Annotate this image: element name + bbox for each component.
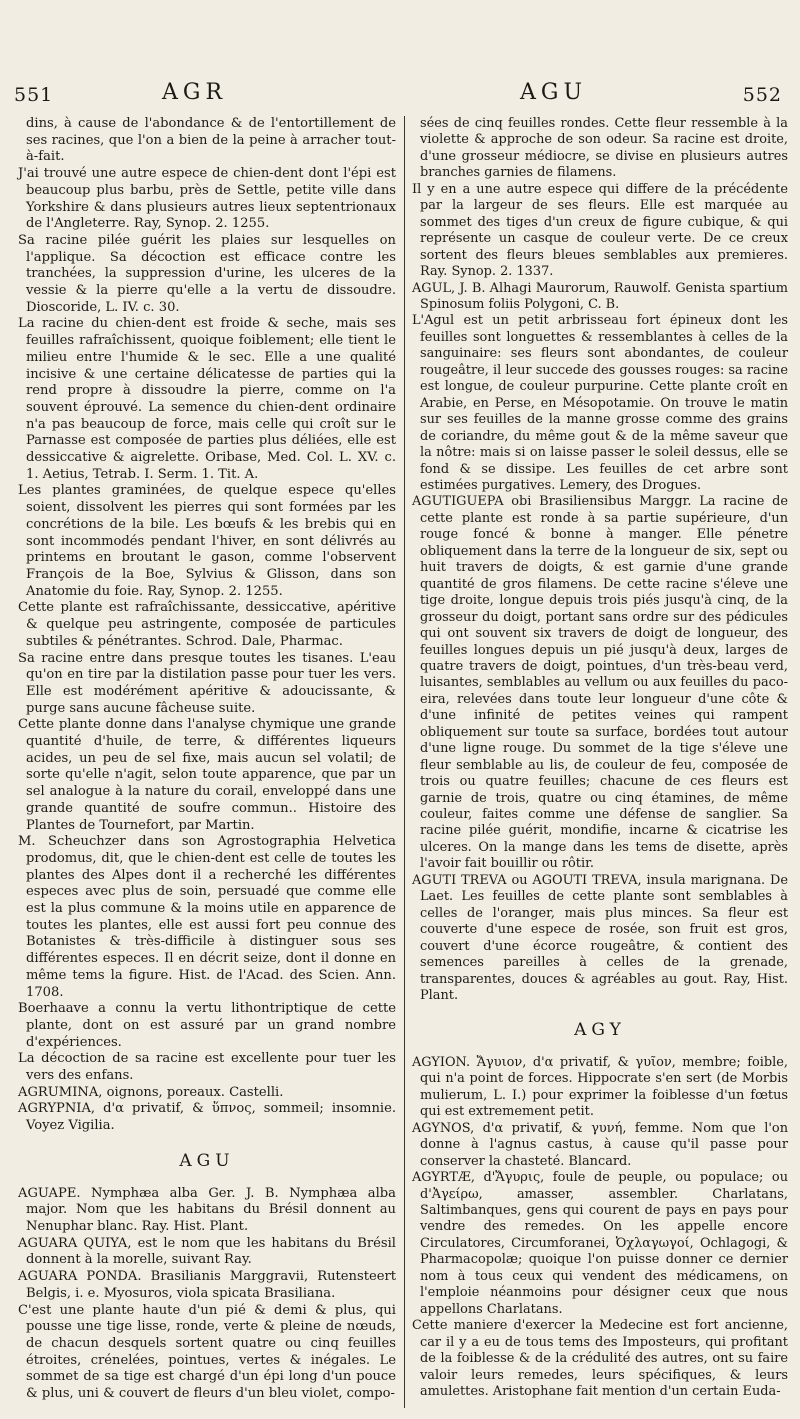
- left-page-number: 551: [14, 84, 54, 106]
- right-page-number: 552: [742, 84, 782, 106]
- dictionary-paragraph: AGUTI TREVA ou AGOUTI TREVA, insula marignana. De Laet. Les feuilles de cette plante sont semblables à celles de l'oranger, mais plus minces. Sa fleur est couverte d'une espece de rosée, son fruit est gros, couvert d'une écorce rougeâtre, & contient des semences pareilles à celles de la grenade, transparentes, douces & agréables au gout. Ray, Hist. Plant.: [412, 872, 788, 1004]
- dictionary-paragraph: AGYRTÆ, d'Ἄγυρις, foule de peuple, ou populace; ou d'Ἀγείρω, amasser, assembler. Charlatans, Saltimbanques, gens qui courent de pays en pays pour vendre des remedes. On les appelle encore Circulatores, Circumforanei, Ὀχλαγωγοί, Ochlagogi, & Pharmacopolæ; quoique l'on puisse donner ce dernier nom à tous ceux qui vendent des médicamens, on l'emploie néanmoins pour désigner ceux que nous appellons Charlatans.: [412, 1170, 788, 1317]
- left-running-head: AGR: [162, 80, 228, 105]
- dictionary-paragraph: dins, à cause de l'abondance & de l'entortillement de ses racines, que l'on a bien de la peine à arracher tout-à-fait.: [26, 116, 396, 165]
- right-column: [412, 116, 788, 1400]
- dictionary-paragraph: AGUAPE. Nymphæa alba Ger. J. B. Nymphæa alba major. Nom que les habitans du Brésil donnent au Nenuphar blanc. Ray. Hist. Plant.: [18, 1185, 396, 1234]
- column-divider: [404, 116, 405, 1408]
- dictionary-paragraph: L'Agul est un petit arbrisseau fort épineux dont les feuilles sont longuettes & ressemblantes à celles de la sanguinaire: ses fleurs sont abondantes, de couleur rougeâtre, il leur succede des gousses rouges: sa racine est longue, de couleur purpurine. Cette plante croît en Arabie, en Perse, en Mésopotamie. On trouve le matin sur ses feuilles de la manne grosse comme des grains de coriandre, du même gout & de la même saveur que la nôtre: mais si on laisse passer le soleil dessus, elle se fond & se dissipe. Les feuilles de cet arbre sont estimées purgatives. Lemery, des Drogues.: [412, 313, 788, 493]
- dictionary-paragraph: Sa racine entre dans presque toutes les tisanes. L'eau qu'on en tire par la distilation passe pour tuer les vers. Elle est modérément apéritive & adoucissante, & purge sans aucune fâcheuse suite.: [18, 650, 396, 716]
- dictionary-paragraph: AGUTIGUEPA obi Brasiliensibus Marggr. La racine de cette plante est ronde à sa partie supérieure, d'un rouge foncé & bonne à manger. Elle pénetre obliquement dans la terre de la longueur de six, sept ou huit travers de doigts, & est garnie d'une grande quantité de gros filamens. De cette racine s'éleve une tige droite, longue depuis trois piés jusqu'à cinq, de la grosseur du doigt, portant sans ordre sur des pédicules qui ont souvent six travers de doigt de longueur, des feuilles longues depuis un pié jusqu'à deux, larges de quatre travers de doigt, pointues, d'un très-beau verd, luisantes, semblables au vellum ou aux feuilles du paco-eira, relevées dans toute leur longueur d'une côte & d'une infinité de petites veines qui rampent obliquement sur toute sa surface, bordées tout autour d'une ligne rouge. Du sommet de la tige s'éleve une fleur semblable au lis, de couleur de feu, composée de trois ou quatre feuilles; chacune de ces fleurs est garnie de trois, quatre ou cinq étamines, de même couleur, faites comme une défense de sanglier. Sa racine pilée guérit, mondifie, incarne & cicatrise les ulceres. On la mange dans les tems de disette, après l'avoir fait bouillir ou rôtir.: [412, 494, 788, 872]
- section-heading: AGU: [179, 1150, 235, 1171]
- dictionary-paragraph: AGUL, J. B. Alhagi Maurorum, Rauwolf. Genista spartium Spinosum foliis Polygoni, C. B.: [412, 280, 788, 312]
- dictionary-paragraph: AGUARA QUIYA, est le nom que les habitans du Brésil donnent à la morelle, suivant Ray.: [18, 1235, 396, 1268]
- dictionary-paragraph: AGYION. Ἄγυιον, d'α privatif, & γυῖον, membre; foible, qui n'a point de forces. Hippocrate s'en sert (de Morbis mulierum, L. I.) pour exprimer la foiblesse d'un fœtus qui est extremement petit.: [412, 1054, 788, 1120]
- dictionary-paragraph: J'ai trouvé une autre espece de chien-dent dont l'épi est beaucoup plus barbu, près de Settle, petite ville dans Yorkshire & dans plusieurs autres lieux septentrionaux de l'Angleterre. Ray, Synop. 2. 1255.: [18, 166, 396, 232]
- left-column: [18, 116, 396, 1403]
- dictionary-paragraph: AGRYPNIA, d'α privatif, & ὕπνος, sommeil; insomnie. Voyez Vigilia.: [18, 1101, 396, 1134]
- dictionary-paragraph: AGRUMINA, oignons, poreaux. Castelli.: [18, 1084, 284, 1100]
- dictionary-paragraph: Cette plante est rafraîchissante, dessiccative, apéritive & quelque peu astringente, composée de particules subtiles & pénétrantes. Schrod. Dale, Pharmac.: [18, 600, 396, 649]
- section-heading: AGY: [574, 1020, 626, 1041]
- dictionary-paragraph: Il y en a une autre espece qui differe de la précédente par la largeur de ses fleurs. Elle est marquée au sommet des tiges d'un creux de figure cubique, & qui représente un casque de couleur verte. De ce creux sortent des fleurs bleues semblables aux premieres. Ray. Synop. 2. 1337.: [412, 181, 788, 280]
- dictionary-paragraph: Sa racine pilée guérit les plaies sur lesquelles on l'applique. Sa décoction est efficace contre les tranchées, la suppression d'urine, les ulceres de la vessie & la pierre qu'elle a la vertu de dissoudre. Dioscoride, L. IV. c. 30.: [18, 232, 396, 315]
- dictionary-paragraph: M. Scheuchzer dans son Agrostographia Helvetica prodomus, dit, que le chien-dent est celle de toutes les plantes des Alpes dont il a recherché les différentes especes avec plus de soin, persuadé que comme elle est la plus commune & la moins utile en apparence de toutes les plantes, elle est aussi fort peu connue des Botanistes & très-difficile à distinguer sous ses différentes especes. Il en décrit seize, dont il donne en même tems la figure. Hist. de l'Acad. des Scien. Ann. 1708.: [18, 834, 396, 1000]
- dictionary-paragraph: AGUARA PONDA. Brasilianis Marggravii, Rutensteert Belgis, i. e. Myosuros, viola spicata Brasiliana.: [18, 1269, 396, 1301]
- dictionary-paragraph: Boerhaave a connu la vertu lithontriptique de cette plante, dont on est assuré par un grand nombre d'expériences.: [18, 1001, 396, 1050]
- dictionary-paragraph: C'est une plante haute d'un pié & demi & plus, qui pousse une tige lisse, ronde, verte & pleine de nœuds, de chacun desquels sortent quatre ou cinq feuilles étroites, crénelées, pointues, vertes & inégales. Le sommet de sa tige est chargé d'un épi long d'un pouce & plus, uni & couvert de fleurs d'un bleu violet, compo-: [18, 1302, 396, 1402]
- dictionary-paragraph: sées de cinq feuilles rondes. Cette fleur ressemble à la violette & approche de son odeur. Sa racine est droite, d'une grosseur médiocre, se divise en plusieurs autres branches garnies de filamens.: [420, 116, 788, 181]
- dictionary-paragraph: Cette maniere d'exercer la Medecine est fort ancienne, car il y a eu de tous tems des Imposteurs, qui profitant de la foiblesse & de la crédulité des autres, ont su faire valoir leurs remedes, leurs spécifiques, & leurs amulettes. Aristophane fait mention d'un certain Euda-: [412, 1318, 788, 1399]
- dictionary-paragraph: La racine du chien-dent est froide & seche, mais ses feuilles rafraîchissent, quoique foiblement; elle tient le milieu entre l'humide & le sec. Elle a une qualité incisive & une certaine délicatesse de parties qui la rend propre à dissoudre la pierre, comme on l'a souvent éprouvé. La semence du chien-dent ordinaire n'a pas beaucoup de force, mais celle qui croît sur le Parnasse est composée de parties plus déliées, elle est dessiccative & aigrelette. Oribase, Med. Col. L. XV. c. 1. Aetius, Tetrab. I. Serm. 1. Tit. A.: [18, 316, 396, 482]
- page-header: [0, 78, 800, 112]
- dictionary-paragraph: Cette plante donne dans l'analyse chymique une grande quantité d'huile, de terre, & différentes liqueurs acides, un peu de sel fixe, mais aucun sel volatil; de sorte qu'elle n'agit, selon toute apparence, que par un sel analogue à la nature du corail, enveloppé dans une grande quantité de soufre commun.. Histoire des Plantes de Tournefort, par Martin.: [18, 717, 396, 833]
- dictionary-paragraph: AGYNOS, d'α privatif, & γυνή, femme. Nom que l'on donne à l'agnus castus, à cause qu'il passe pour conserver la chasteté. Blancard.: [412, 1120, 788, 1169]
- right-running-head: AGU: [520, 80, 588, 105]
- dictionary-paragraph: La décoction de sa racine est excellente pour tuer les vers des enfans.: [18, 1051, 396, 1084]
- dictionary-paragraph: Les plantes graminées, de quelque espece qu'elles soient, dissolvent les pierres qui sont formées par les concrétions de la bile. Les bœufs & les brebis qui en sont incommodés pendant l'hiver, en sont délivrés au printems en broutant le gason, comme l'observent François de la Boe, Sylvius & Glisson, dans son Anatomie du foie. Ray, Synop. 2. 1255.: [18, 483, 396, 599]
